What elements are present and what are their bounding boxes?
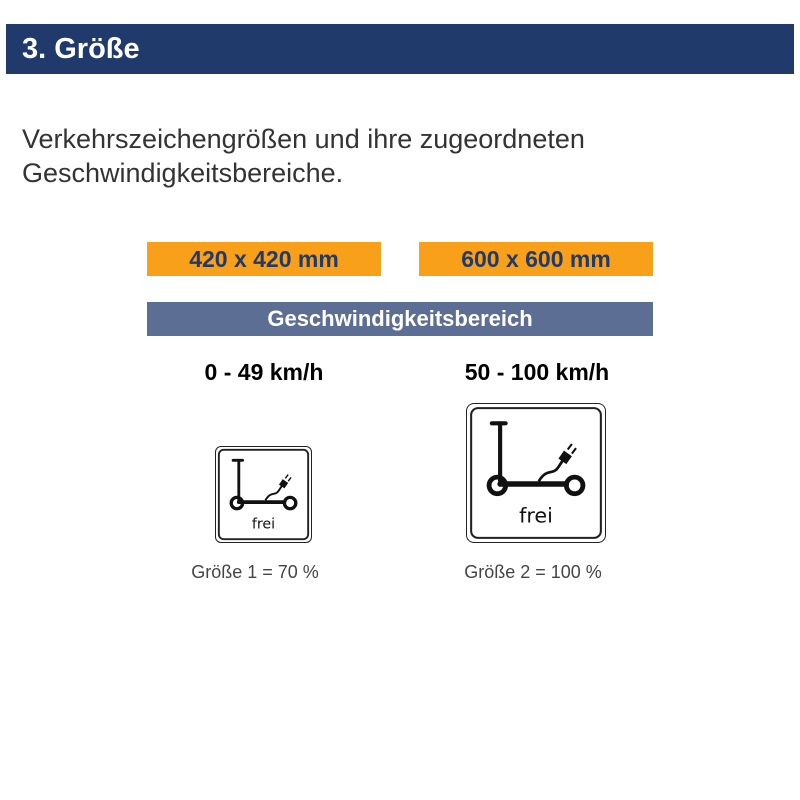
intro-text: Verkehrszeichengrößen und ihre zugeordneten Geschwindigkeitsbereiche.	[22, 124, 585, 188]
e-scooter-icon	[467, 404, 605, 542]
speed-range-2: 50 - 100 km/h	[464, 359, 610, 385]
sign-text: frei	[251, 516, 276, 533]
size-label-2: 600 x 600 mm	[419, 242, 653, 276]
sign-caption-1: Größe 1 = 70 %	[191, 562, 319, 582]
e-scooter-icon	[216, 447, 311, 542]
page-title: 3. Größe	[6, 24, 794, 74]
traffic-sign-size-1	[215, 446, 312, 543]
size-label-1: 420 x 420 mm	[147, 242, 381, 276]
speed-range-header: Geschwindigkeitsbereich	[147, 302, 653, 336]
sign-caption-2: Größe 2 = 100 %	[464, 562, 602, 582]
sign-text: frei	[519, 503, 553, 528]
traffic-sign-size-2	[466, 403, 606, 543]
speed-range-1: 0 - 49 km/h	[204, 359, 324, 385]
